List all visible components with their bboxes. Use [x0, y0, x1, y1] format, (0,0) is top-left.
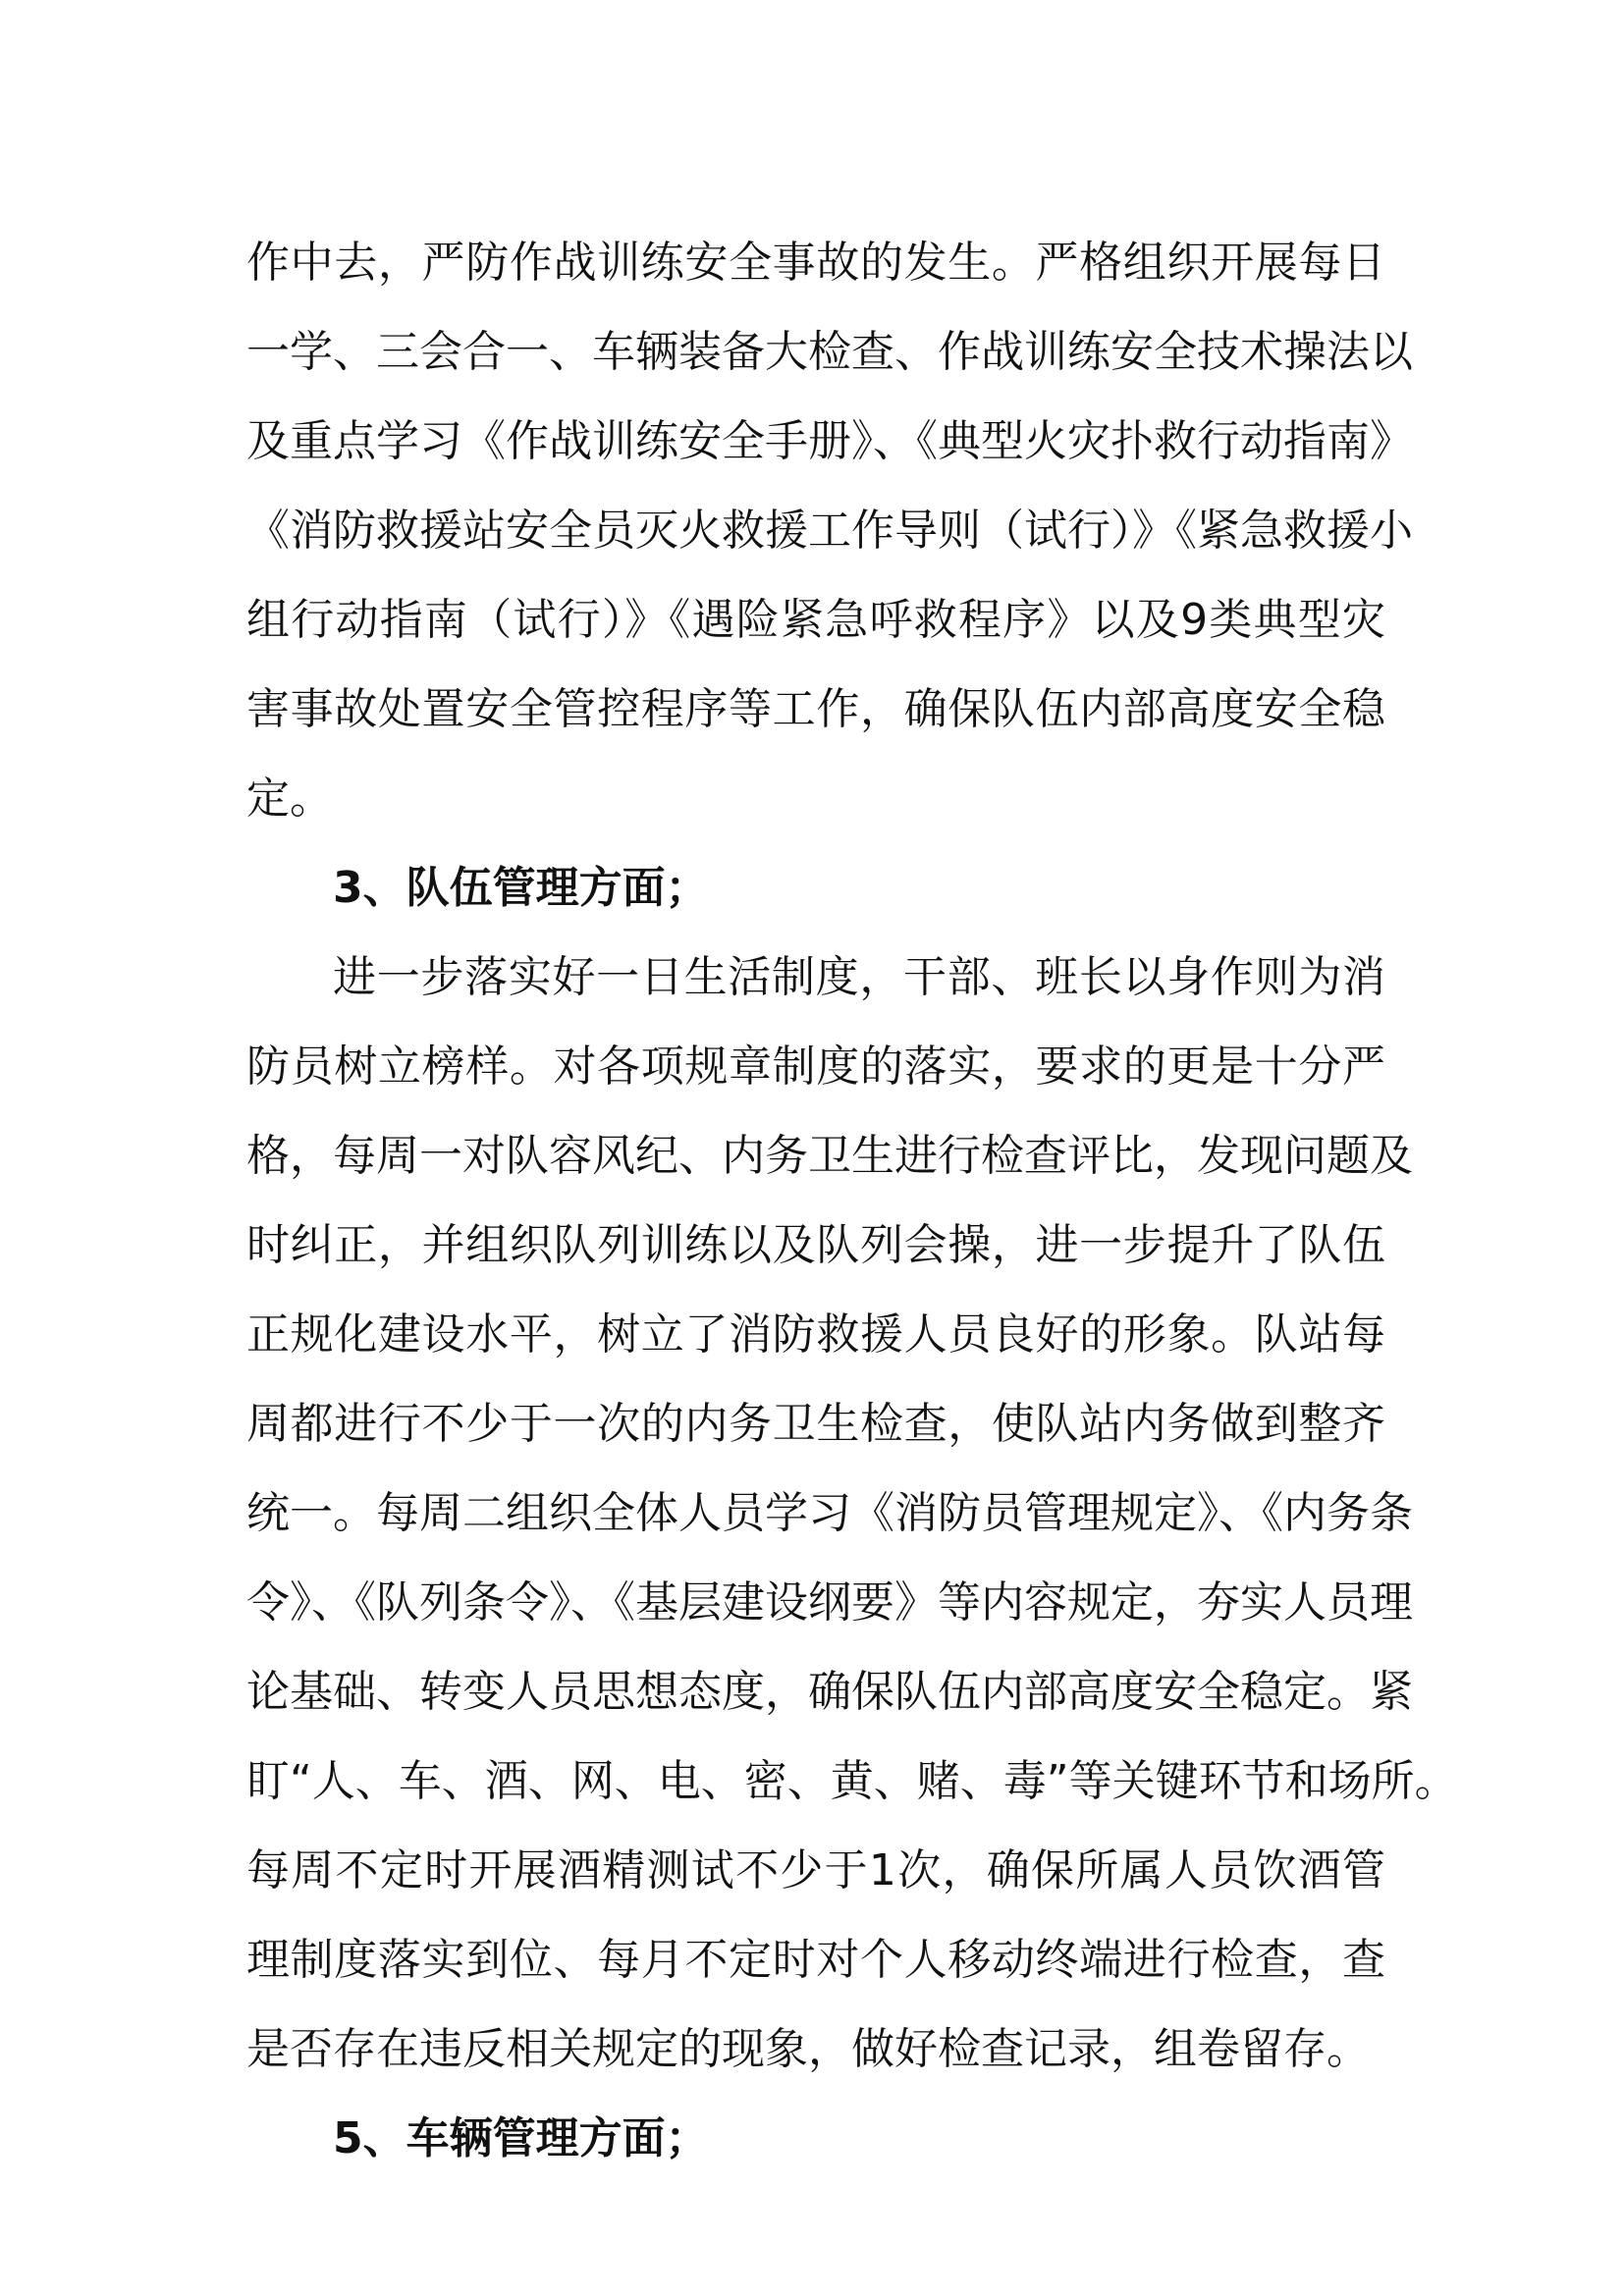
- text-line: 组行动指南（试行）》《遇险紧急呼救程序》以及9类典型灾: [246, 595, 1385, 645]
- text-line: 一学、三会合一、车辆装备大检查、作战训练安全技术操法以: [246, 327, 1413, 377]
- document-page: [246, 218, 1458, 2183]
- text-line: 进一步落实好一日生活制度，干部、班长以身作则为消: [333, 952, 1385, 1002]
- text-line: 正规化建设水平，树立了消防救援人员良好的形象。队站每: [246, 1309, 1385, 1360]
- text-line: 令》、《队列条令》、《基层建设纲要》等内容规定，夯实人员理: [246, 1577, 1413, 1628]
- text-line: 作中去，严防作战训练安全事故的发生。严格组织开展每日: [246, 238, 1385, 288]
- paragraph-team-management: [246, 933, 1458, 2094]
- text-line: 盯“人、车、酒、网、电、密、黄、赌、毒”等关键环节和场所。: [246, 1756, 1458, 1806]
- text-line: 每周不定时开展酒精测试不少于1次，确保所属人员饮酒管: [246, 1845, 1385, 1896]
- text-line: 防员树立榜样。对各项规章制度的落实，要求的更是十分严: [246, 1041, 1385, 1092]
- text-line: 《消防救援站安全员灭火救援工作导则（试行）》《紧急救援小: [246, 506, 1413, 556]
- text-line: 统一。每周二组织全体人员学习《消防员管理规定》、《内务条: [246, 1488, 1413, 1538]
- text-line: 理制度落实到位、每月不定时对个人移动终端进行检查，查: [246, 1935, 1385, 1985]
- text-line: 害事故处置安全管控程序等工作，确保队伍内部高度安全稳: [246, 684, 1385, 734]
- text-line: 时纠正，并组织队列训练以及队列会操，进一步提升了队伍: [246, 1220, 1385, 1270]
- text-line: 周都进行不少于一次的内务卫生检查，使队站内务做到整齐: [246, 1399, 1385, 1449]
- text-line: 定。: [246, 774, 333, 824]
- text-line: 及重点学习《作战训练安全手册》、《典型火灾扑救行动指南》: [246, 416, 1413, 466]
- paragraph-training-safety: [246, 218, 1413, 843]
- text-line: 格，每周一对队容风纪、内务卫生进行检查评比，发现问题及: [246, 1131, 1413, 1181]
- text-line: 是否存在违反相关规定的现象，做好检查记录，组卷留存。: [246, 2024, 1370, 2074]
- section-heading-team-management: 3、队伍管理方面；: [333, 863, 709, 913]
- section-heading-vehicle-management: 5、车辆管理方面；: [333, 2113, 709, 2163]
- text-line: 论基础、转变人员思想态度，确保队伍内部高度安全稳定。紧: [246, 1667, 1413, 1717]
